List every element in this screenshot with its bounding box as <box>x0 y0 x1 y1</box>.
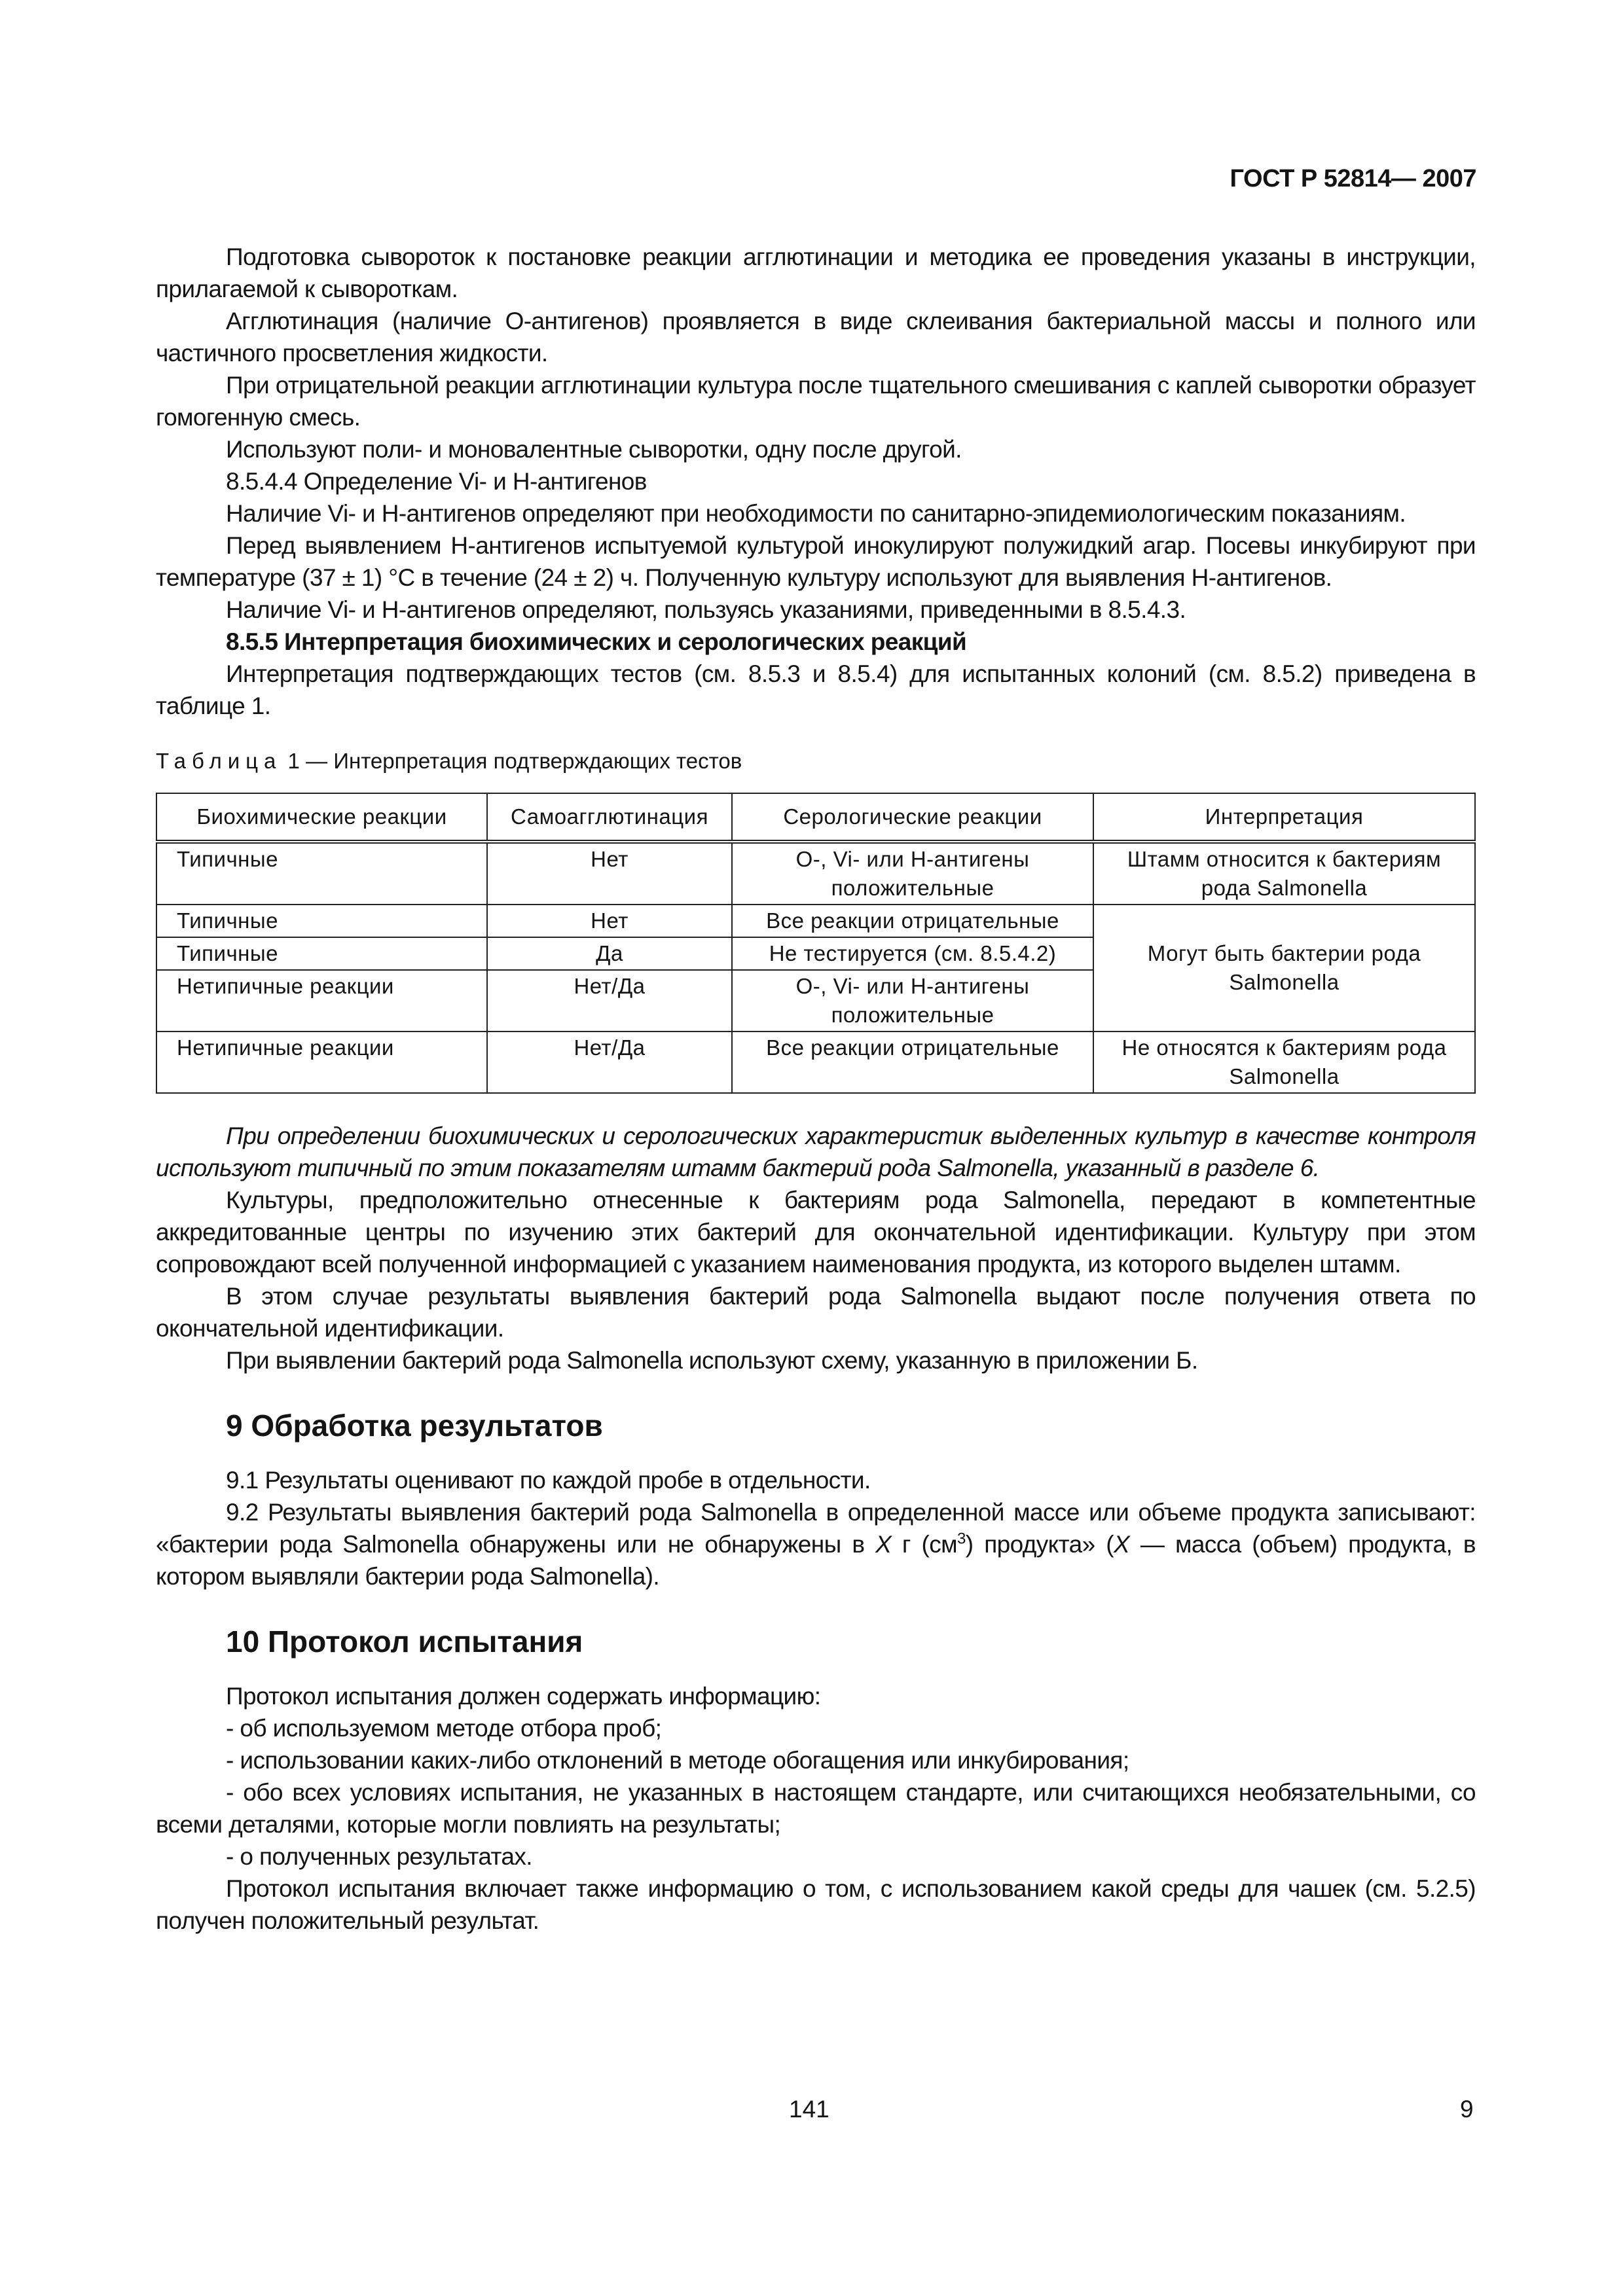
paragraph: Культуры, предположительно отнесенные к бактериям рода Salmonella, передают в компетентные аккредитованные центры по изучению этих бактерий для окончательной идентификации. Культуру при этом сопровождают всей полученной информацией с указанием наименования продукта, из которого выделен штамм. <box>156 1187 1476 1278</box>
page-number-right: 9 <box>1460 2096 1474 2123</box>
paragraph: Перед выявлением Н-антигенов испытуемой культурой инокулируют полужидкий агар. Посевы инкубируют при температуре (37 ± 1) °С в течение (24 ± 2) ч. Полученную культуру используют для выявления Н-антигенов. <box>156 532 1476 591</box>
cell-biochemical: Типичные <box>156 842 487 905</box>
paragraph: Используют поли- и моновалентные сыворотки, одну после другой. <box>226 436 962 463</box>
paragraph-9-2 <box>156 1496 1476 1592</box>
col-header-interpretation: Интерпретация <box>1093 793 1475 842</box>
table-caption <box>156 748 1476 774</box>
spacer <box>156 1376 1476 1407</box>
cell-serological: Не тестируется (см. 8.5.4.2) <box>732 937 1093 970</box>
table-header-row <box>156 793 1475 842</box>
variable-x: X <box>875 1531 892 1558</box>
page-number-center: 141 <box>789 2096 830 2123</box>
paragraph: При отрицательной реакции агглютинации культура после тщательного смешивания с каплей сыворотки образует гомогенную смесь. <box>156 372 1476 431</box>
cell-serological: Все реакции отрицательные <box>732 1031 1093 1093</box>
cell-biochemical: Типичные <box>156 905 487 937</box>
text-run: — масса (объем) продукта, в котором выявляли бактерии рода Salmonella). <box>156 1531 1476 1590</box>
paragraph: Интерпретация подтверждающих тестов (см. 8.5.3 и 8.5.4) для испытанных колоний (см. 8.5.2) приведена в таблице 1. <box>156 660 1476 719</box>
paragraph: Протокол испытания включает также информацию о том, с использованием какой среды для чашек (см. 5.2.5) получен положительный результат. <box>156 1875 1476 1934</box>
text-run: г (см <box>891 1531 958 1558</box>
document-code-header: ГОСТ Р 52814— 2007 <box>1230 165 1476 192</box>
paragraph: Агглютинация (наличие О-антигенов) проявляется в виде склеивания бактериальной массы и полного или частичного просветления жидкости. <box>156 308 1476 367</box>
cell-self-agglutination: Нет/Да <box>487 1031 732 1093</box>
cell-self-agglutination: Нет <box>487 842 732 905</box>
paragraph: В этом случае результаты выявления бактерий рода Salmonella выдают после получения ответа по окончательной идентификации. <box>156 1283 1476 1342</box>
document-body <box>156 241 1476 1937</box>
table-caption-word: Таблица <box>156 749 282 773</box>
section-heading-9: 9 Обработка результатов <box>226 1408 603 1443</box>
paragraph: 9.1 Результаты оценивают по каждой пробе в отдельности. <box>226 1467 871 1494</box>
section-heading-10: 10 Протокол испытания <box>226 1624 583 1659</box>
variable-x: X <box>1114 1531 1130 1558</box>
text-run: ) продукта» ( <box>965 1531 1114 1558</box>
superscript: 3 <box>957 1530 966 1548</box>
cell-self-agglutination: Нет <box>487 905 732 937</box>
section-heading-855: 8.5.5 Интерпретация биохимических и серологических реакций <box>226 628 967 655</box>
interpretation-table <box>156 793 1476 1094</box>
col-header-biochemical: Биохимические реакции <box>156 793 487 842</box>
col-header-self-agglutination: Самоагглютинация <box>487 793 732 842</box>
cell-self-agglutination: Да <box>487 937 732 970</box>
paragraph: Протокол испытания должен содержать информацию: <box>226 1683 821 1710</box>
list-item: - о полученных результатах. <box>226 1843 532 1870</box>
spacer <box>156 1444 1476 1464</box>
cell-serological: Все реакции отрицательные <box>732 905 1093 937</box>
list-item: - обо всех условиях испытания, не указанных в настоящем стандарте, или считающихся необязательными, со всеми деталями, которые могли повлиять на результаты; <box>156 1779 1476 1838</box>
spacer <box>156 1660 1476 1680</box>
paragraph: Наличие Vi- и Н-антигенов определяют, пользуясь указаниями, приведенными в 8.5.4.3. <box>226 596 1186 623</box>
list-item: - использовании каких-либо отклонений в методе обогащения или инкубирования; <box>226 1747 1129 1774</box>
table-row <box>156 1031 1475 1093</box>
list-item: - об используемом методе отбора проб; <box>226 1715 662 1742</box>
cell-interpretation: Не относятся к бактериям рода Salmonella <box>1093 1031 1475 1093</box>
cell-biochemical: Нетипичные реакции <box>156 970 487 1031</box>
table-caption-title: 1 — Интерпретация подтверждающих тестов <box>282 749 742 773</box>
cell-interpretation-merged: Могут быть бактерии рода Salmonella <box>1093 905 1475 1031</box>
table-row <box>156 905 1475 937</box>
col-header-serological: Серологические реакции <box>732 793 1093 842</box>
spacer <box>156 1094 1476 1120</box>
cell-self-agglutination: Нет/Да <box>487 970 732 1031</box>
subsection-heading-8544: 8.5.4.4 Определение Vi- и Н-антигенов <box>226 468 647 495</box>
cell-biochemical: Типичные <box>156 937 487 970</box>
spacer <box>156 1592 1476 1623</box>
cell-serological: О-, Vi- или Н-антигены положительные <box>732 970 1093 1031</box>
paragraph: Подготовка сывороток к постановке реакции агглютинации и методика ее проведения указаны в инструкции, прилагаемой к сывороткам. <box>156 243 1476 302</box>
paragraph: Наличие Vi- и Н-антигенов определяют при необходимости по санитарно-эпидемиологическим показаниям. <box>226 500 1406 527</box>
cell-interpretation: Штамм относится к бактериям рода Salmonella <box>1093 842 1475 905</box>
cell-biochemical: Нетипичные реакции <box>156 1031 487 1093</box>
cell-serological: О-, Vi- или Н-антигены положительные <box>732 842 1093 905</box>
italic-note: При определении биохимических и серологических характеристик выделенных культур в качестве контроля используют типичный по этим показателям штамм бактерий рода Salmonella, указанный в разделе 6. <box>156 1122 1476 1181</box>
table-row <box>156 842 1475 905</box>
paragraph: При выявлении бактерий рода Salmonella используют схему, указанную в приложении Б. <box>226 1347 1198 1374</box>
text-run: 9.2 Результаты выявления бактерий рода Salmonella в определенной массе или объеме продукта записывают: «бактерии рода Salmonella обнаружены или не обнаружены в <box>156 1499 1476 1558</box>
